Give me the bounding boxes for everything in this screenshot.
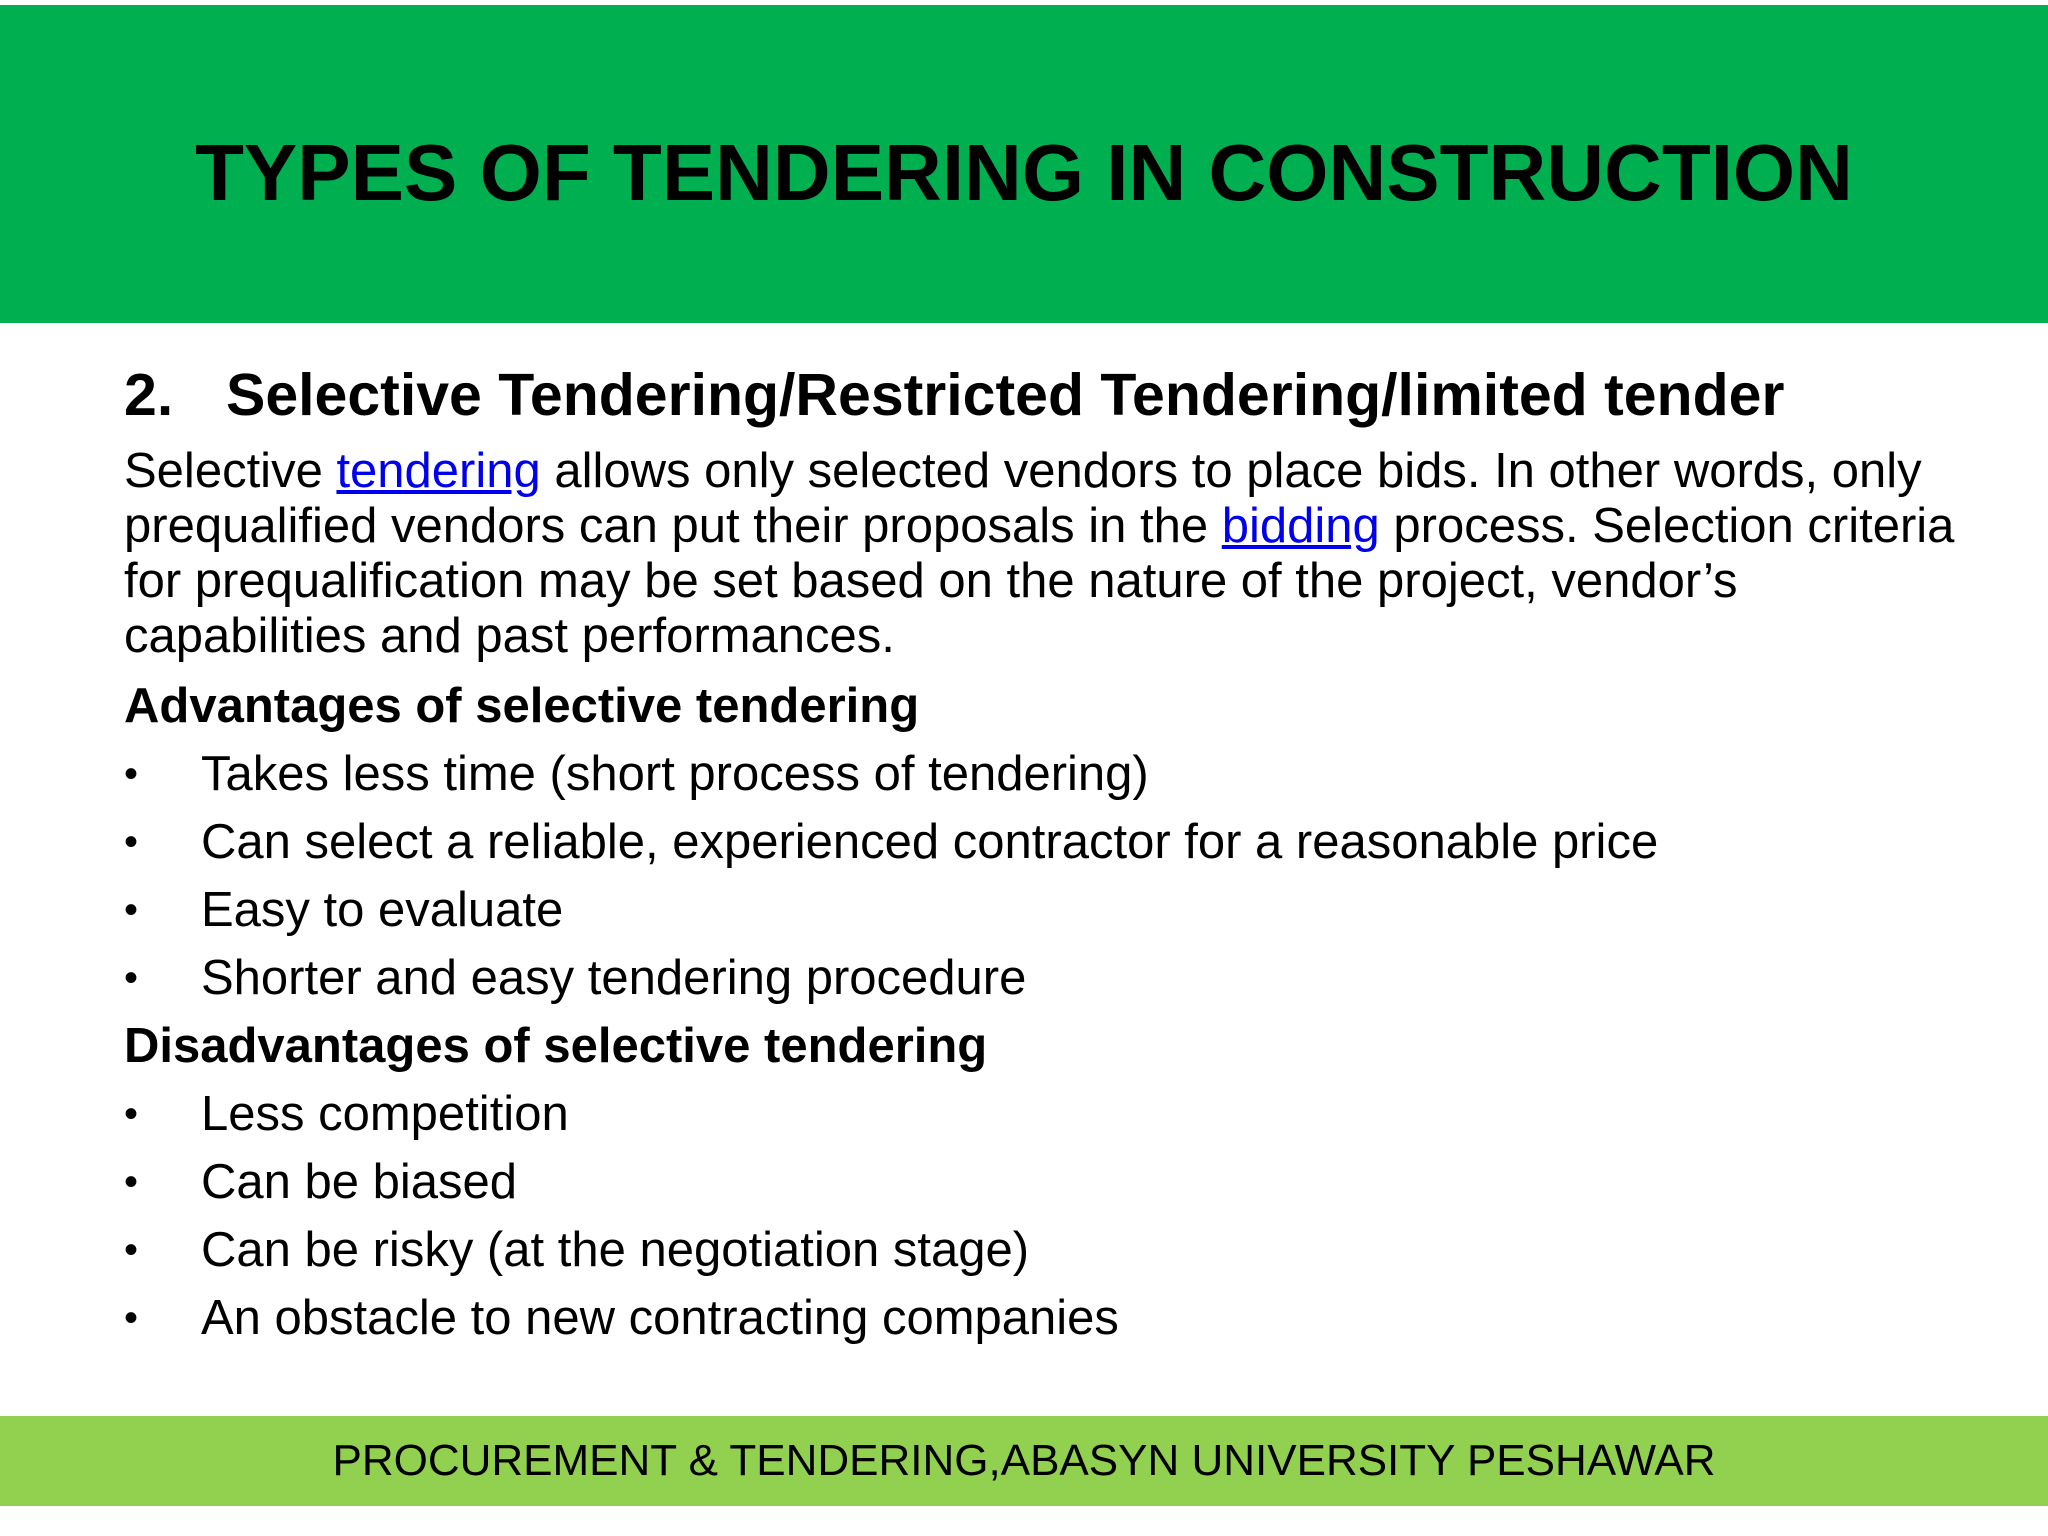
paragraph-text-2: allows only selected vendors to place bids. In other words, only prequalified vendors can put their proposals in the [124,444,1922,553]
description-paragraph [124,444,1964,664]
bullet-icon: • [124,1228,139,1272]
list-item [124,1284,1984,1352]
list-item-text: An obstacle to new contracting companies [201,1291,1119,1345]
section-heading-text: Selective Tendering/Restricted Tendering/limited tender [226,362,1785,428]
footer-text: PROCUREMENT & TENDERING,ABASYN UNIVERSITY PESHAWAR [332,1436,1716,1485]
paragraph-text-3: process. Selection criteria for prequalification may be set based on the nature of the project, vendor’s capabilities and past performances. [124,499,1955,663]
list-item [124,1216,1984,1284]
list-item-text: Takes less time (short process of tendering) [201,747,1149,801]
list-item [124,808,1984,876]
list-item-text: Shorter and easy tendering procedure [201,951,1027,1005]
bullet-icon: • [124,956,139,1000]
list-item-text: Less competition [201,1087,569,1141]
section-number: 2. [124,362,174,428]
list-item-text: Easy to evaluate [201,883,564,937]
disadvantages-heading: Disadvantages of selective tendering [124,1019,988,1073]
tendering-link[interactable]: tendering [336,444,541,498]
footer-bar [0,1416,2048,1506]
bidding-link[interactable]: bidding [1221,499,1380,553]
list-item [124,876,1984,944]
bullet-icon: • [124,888,139,932]
list-item-text: Can be biased [201,1155,518,1209]
list-item-text: Can select a reliable, experienced contractor for a reasonable price [201,815,1659,869]
bullet-icon: • [124,1092,139,1136]
section-heading [124,352,1984,438]
list-item-text: Can be risky (at the negotiation stage) [201,1223,1030,1277]
list-item [124,1148,1984,1216]
bullet-icon: • [124,1160,139,1204]
list-item [124,944,1984,1012]
slide-title: TYPES OF TENDERING IN CONSTRUCTION [195,128,1853,217]
disadvantages-list [124,1080,1984,1352]
advantages-heading: Advantages of selective tendering [124,679,920,733]
title-bar [0,5,2048,323]
list-item [124,740,1984,808]
bullet-icon: • [124,1296,139,1340]
slide-content [124,352,1984,1352]
bullet-icon: • [124,752,139,796]
paragraph-text-1: Selective [124,444,337,498]
bullet-icon: • [124,820,139,864]
list-item [124,1080,1984,1148]
advantages-list [124,740,1984,1012]
